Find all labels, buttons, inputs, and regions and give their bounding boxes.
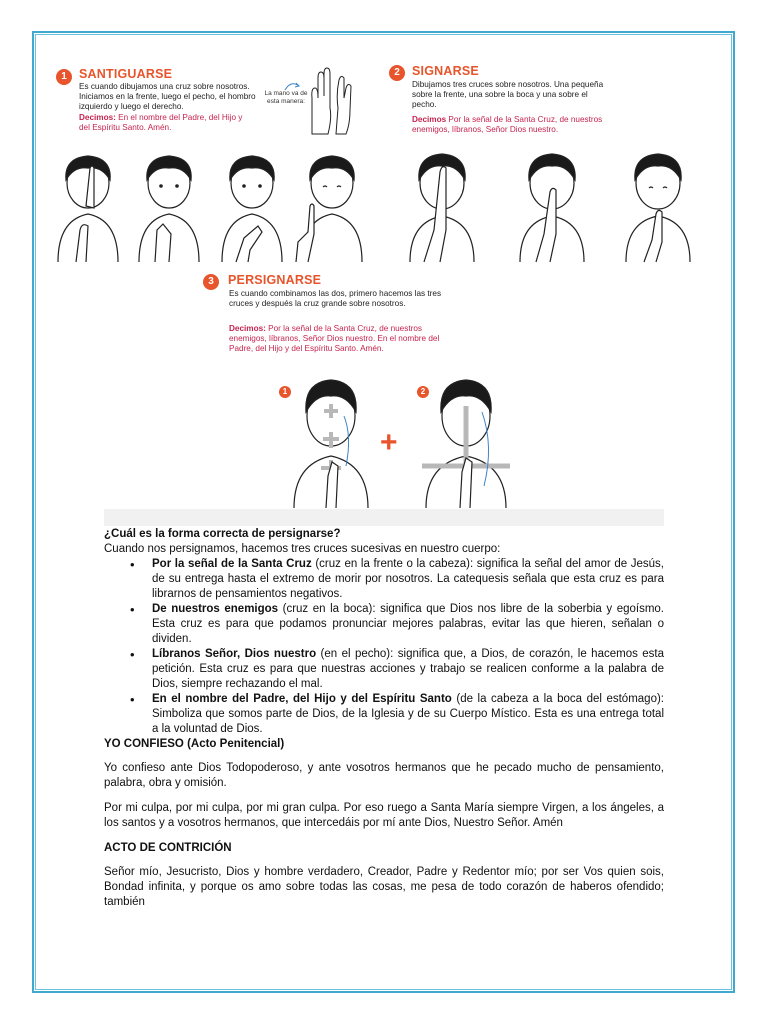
curved-arrow-icon — [283, 80, 301, 92]
contricion-heading: ACTO DE CONTRICIÓN — [104, 842, 232, 854]
confieso-heading: YO CONFIESO (Acto Penitencial) — [104, 738, 285, 750]
person-figure-5 — [404, 150, 480, 262]
list-item — [152, 647, 664, 692]
section2-title: SIGNARSE — [412, 64, 479, 78]
step2-badge: 2 — [417, 386, 429, 398]
list-item-bold: Por la señal de la Santa Cruz — [152, 558, 312, 570]
section2-say-text: Por la señal de la Santa Cruz, de nuestros enemigos, líbranos, Señor Dios nuestro. — [412, 115, 603, 134]
section3-description: Es cuando combinamos las dos, primero hacemos las tres cruces y después la cruz grande sobre nosotros. — [229, 289, 442, 308]
section2-number-badge: 2 — [389, 65, 405, 81]
list-item-text: (en el pecho): significa que, a Dios, de corazón, le hacemos esta petición. Esta cruz es para que nuestras acciones y trabajo se realicen conforme a la palabra de Dios, siempre rechazando el mal. — [152, 648, 665, 690]
contricion-paragraph-1: Señor mío, Jesucristo, Dios y hombre verdadero, Creador, Padre y Redentor mío; por ser Vos quien sois, Bondad infinita, y porque os amo sobre todas las cosas, me pesa de todo corazón de haberos ofendido; también — [104, 866, 664, 908]
section3-title: PERSIGNARSE — [228, 273, 322, 287]
list-item-text: (de la cabeza a la boca del estómago): Simboliza que somos parte de Dios, de la Iglesia y de su Cuerpo Místico. Esta es una entrega total a la voluntad de Dios. — [152, 693, 664, 735]
list-item-bold: Líbranos Señor, Dios nuestro — [152, 648, 317, 660]
persignarse-figure-2 — [420, 376, 512, 508]
plus-sign: + — [380, 426, 398, 459]
hand-note: La mano va de esta manera: — [264, 90, 308, 105]
section1-say-label: Decimos: — [79, 113, 116, 122]
confieso-paragraph-1: Yo confieso ante Dios Todopoderoso, y ante vosotros hermanos que he pecado mucho de pensamiento, palabra, obra y omisión. — [104, 762, 664, 789]
section3-prayer — [229, 324, 451, 354]
section2-description: Dibujamos tres cruces sobre nosotros. Una pequeña sobre la frente, una sobre la boca y una sobre el pecho. — [412, 80, 604, 109]
step1-badge: 1 — [279, 386, 291, 398]
persignarse-figure-1 — [290, 376, 372, 508]
section2-prayer — [412, 115, 617, 135]
document-body — [104, 527, 664, 910]
person-figure-6 — [514, 150, 590, 262]
list-item-bold: En el nombre del Padre, del Hijo y del Espíritu Santo — [152, 693, 452, 705]
separator-bar — [104, 509, 664, 526]
hand-gesture-icon — [306, 68, 358, 136]
list-item — [152, 602, 664, 647]
list-item-text: (cruz en la frente o la cabeza): significa la señal del amor de Jesús, de su entrega hasta el extremo de morir por nosotros. La catequesis señala que esta cruz es para librarnos de pensamientos negativos. — [152, 558, 664, 600]
person-figure-3 — [216, 150, 288, 262]
list-item — [152, 692, 664, 737]
list-item-bold: De nuestros enemigos — [152, 603, 279, 615]
question-heading: ¿Cuál es la forma correcta de persignarse? — [104, 528, 341, 540]
section3-say-label: Decimos: — [229, 324, 266, 333]
section1-title: SANTIGUARSE — [79, 67, 173, 81]
person-figure-4 — [296, 150, 368, 262]
confieso-paragraph-2: Por mi culpa, por mi culpa, por mi gran culpa. Por eso ruego a Santa María siempre Virgen, a los ángeles, a los santos y a vosotros hermanos, que intercedáis por mí ante Dios, Nuestro Señor. Amén — [104, 802, 664, 829]
section3-number-badge: 3 — [203, 274, 219, 290]
person-figure-7 — [620, 150, 696, 262]
list-item — [152, 557, 664, 602]
cross-list — [104, 557, 664, 737]
person-figure-1 — [52, 150, 124, 262]
list-item-text: (cruz en la boca): significa que Dios nos libre de la soberbia y egoísmo. Esta cruz es para que podamos pronunciar mejores palabras, evitar las que hieren, señalan o dividen. — [152, 603, 664, 645]
section1-say-text: En el nombre del Padre, del Hijo y del Espíritu Santo. Amén. — [79, 113, 243, 132]
section2-say-label: Decimos — [412, 115, 447, 124]
person-figure-2 — [133, 150, 205, 262]
section1-number-badge: 1 — [56, 69, 72, 85]
section1-description: Es cuando dibujamos una cruz sobre nosotros. Iniciamos en la frente, luego el pecho, el hombro izquierdo y luego el derecho. — [79, 82, 256, 111]
section3-say-text: Por la señal de la Santa Cruz, de nuestros enemigos, líbranos, Señor Dios nuestro. En el nombre del Padre, del Hijo y del Espíritu Santo. Amén. — [229, 324, 440, 353]
intro-text: Cuando nos persignamos, hacemos tres cruces sucesivas en nuestro cuerpo: — [104, 543, 501, 555]
section1-prayer — [79, 113, 254, 133]
